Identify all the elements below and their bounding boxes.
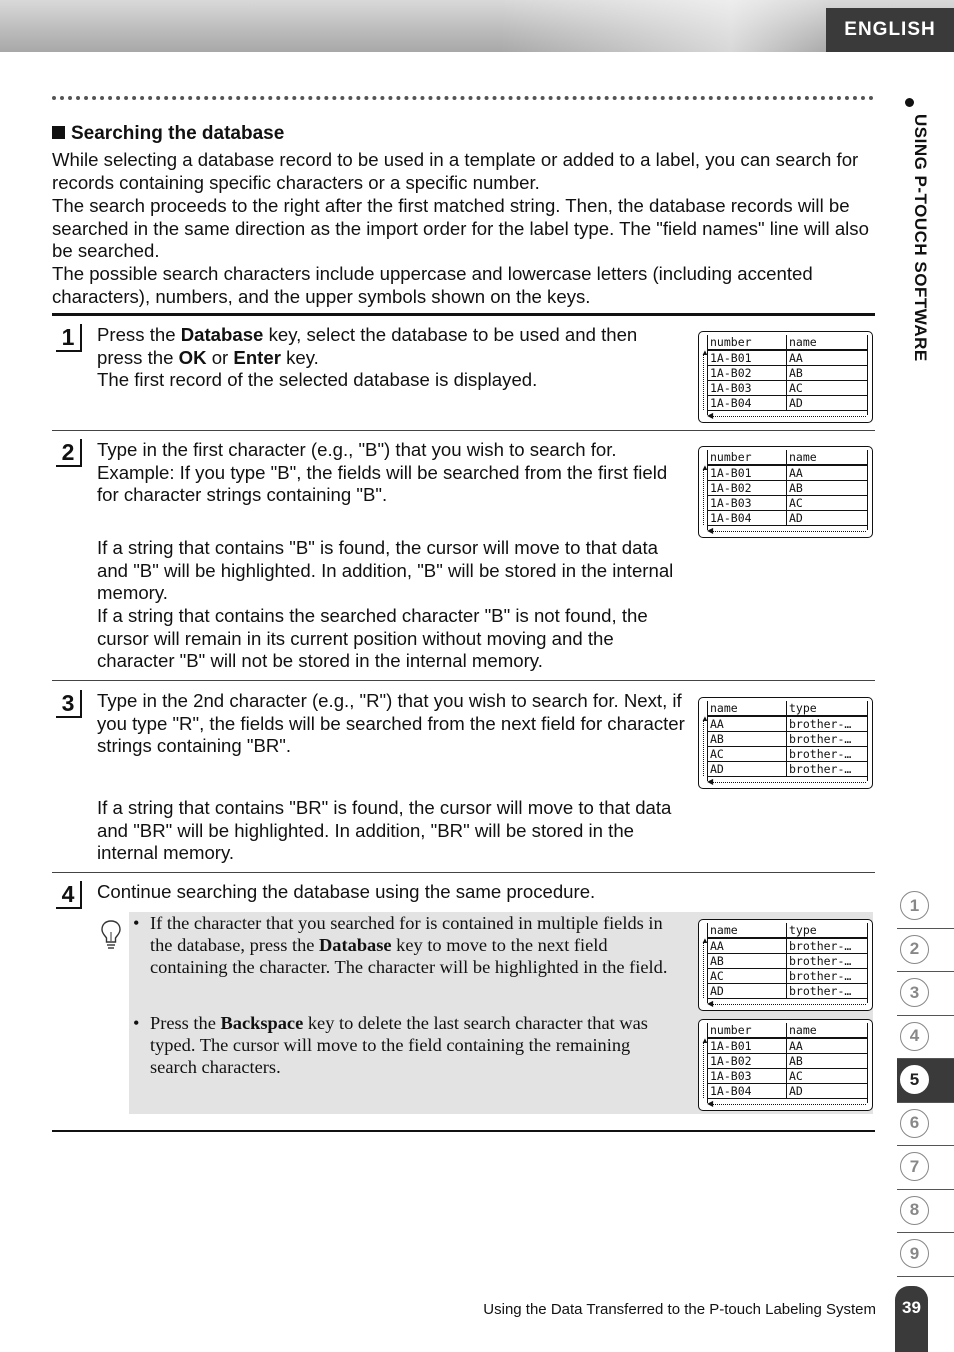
lcd-cell: brother-… (787, 762, 868, 777)
scroll-left-arrow-icon: ◀ (707, 777, 714, 786)
language-tab: ENGLISH (826, 8, 954, 52)
lcd-cell: type (787, 701, 868, 716)
lcd-cell: brother-… (787, 954, 868, 969)
chapter-number-circle: 7 (900, 1152, 929, 1181)
lcd-cell: AC (708, 969, 787, 984)
chapter-number-circle: 9 (900, 1239, 929, 1268)
lcd-cell: name (708, 701, 787, 716)
lcd-scrollbar (703, 720, 704, 776)
lcd-cell: 1A-B01 (708, 465, 787, 481)
lcd-cell: AC (708, 747, 787, 762)
lcd-cell: brother-… (787, 716, 868, 732)
lcd-cell: brother-… (787, 984, 868, 999)
chapter-tabs (897, 885, 954, 1277)
lcd-cell: brother-… (787, 747, 868, 762)
lcd-cell: AA (787, 465, 868, 481)
section-rule-top (52, 313, 875, 316)
step-2-para-3: If a string that contains the searched character "B" is not found, the cursor will remain in its current position without moving and the character "B" will not be stored in the internal memory. (97, 605, 648, 672)
chapter-number-circle: 8 (900, 1196, 929, 1225)
chapter-tab-3[interactable] (897, 972, 954, 1016)
scroll-left-arrow-icon: ◀ (707, 411, 714, 420)
lcd-scrollbar (713, 531, 866, 532)
section-rule-bottom (52, 1130, 875, 1132)
note-item-2: • Press the Backspace key to delete the last search character that was typed. The cursor will move to the field containing the remaining search characters. (133, 1013, 648, 1077)
chapter-number-circle: 4 (900, 1022, 929, 1051)
lcd-cell: number (708, 335, 787, 350)
lcd-cell: 1A-B02 (708, 481, 787, 496)
chapter-number-circle: 3 (900, 978, 929, 1007)
lcd-screen-1 (698, 331, 873, 423)
note-item-1: • If the character that you searched for is contained in multiple fields in the database, press the Database key to move to the next field containing the character. The character will be highlighted in the field. (133, 913, 668, 977)
chapter-number-circle: 5 (900, 1065, 929, 1094)
scroll-left-arrow-icon: ◀ (707, 526, 714, 535)
step-divider (52, 430, 875, 431)
lcd-scrollbar (703, 469, 704, 525)
lcd-cell: 1A-B03 (708, 381, 787, 396)
lcd-cell: AD (787, 511, 868, 526)
lcd-cell: AB (787, 481, 868, 496)
lcd-screen-3 (698, 697, 873, 789)
step-divider (52, 872, 875, 873)
lcd-cell: brother-… (787, 938, 868, 954)
lcd-scrollbar (703, 942, 704, 998)
lcd-cell: AB (787, 1054, 868, 1069)
step-number-2: 2 (56, 439, 82, 467)
step-3-para-2: If a string that contains "BR" is found, the cursor will move to that data and "BR" will be highlighted. In addition, "BR" will be stored in the internal memory. (97, 797, 672, 864)
lcd-cell: AB (708, 954, 787, 969)
chapter-tab-1[interactable] (897, 885, 954, 929)
lcd-cell: AA (787, 1038, 868, 1054)
chapter-tab-4[interactable] (897, 1016, 954, 1060)
step-divider (52, 680, 875, 681)
section-heading: Searching the database (52, 123, 284, 145)
lcd-cell: 1A-B04 (708, 511, 787, 526)
lcd-scrollbar (713, 1004, 866, 1005)
step-1-text: Press the Database key, select the database to be used and then press the OK or Enter key. The first record of the selected database is displayed. (97, 324, 638, 391)
lcd-cell: 1A-B04 (708, 1084, 787, 1099)
chapter-tab-7[interactable] (897, 1146, 954, 1190)
lightbulb-icon (100, 918, 122, 952)
step-number-3: 3 (56, 690, 82, 718)
lcd-cell: number (708, 450, 787, 465)
lcd-scrollbar (713, 416, 866, 417)
scroll-up-arrow-icon: ▲ (701, 463, 709, 472)
lcd-cell: AA (708, 938, 787, 954)
lcd-screen-4 (698, 919, 873, 1011)
lcd-cell: 1A-B02 (708, 1054, 787, 1069)
lcd-cell: 1A-B03 (708, 1069, 787, 1084)
lcd-cell: name (787, 335, 868, 350)
lcd-cell: AC (787, 381, 868, 396)
chapter-tab-9[interactable] (897, 1233, 954, 1277)
lcd-screen-5 (698, 1019, 873, 1111)
step-2-para-2: If a string that contains "B" is found, the cursor will move to that data and "B" will be highlighted. In addition, "B" will be stored in the internal memory. (97, 537, 674, 604)
step-number-4: 4 (56, 881, 82, 909)
lcd-cell: brother-… (787, 732, 868, 747)
lcd-cell: name (787, 1023, 868, 1038)
chapter-tab-5[interactable] (897, 1059, 954, 1103)
scroll-up-arrow-icon: ▲ (701, 936, 709, 945)
lcd-cell: AA (787, 350, 868, 366)
lcd-cell: AC (787, 496, 868, 511)
intro-paragraph-1: While selecting a database record to be used in a template or added to a label, you can search for records containing specific characters or a specific number. (52, 149, 859, 193)
lcd-cell: 1A-B01 (708, 1038, 787, 1054)
lcd-cell: AD (787, 1084, 868, 1099)
lcd-scrollbar (703, 1042, 704, 1098)
lcd-cell: name (787, 450, 868, 465)
scroll-left-arrow-icon: ◀ (707, 1099, 714, 1108)
chapter-tab-6[interactable] (897, 1103, 954, 1147)
lcd-cell: AD (787, 396, 868, 411)
chapter-tab-8[interactable] (897, 1190, 954, 1234)
section-side-title: USING P-TOUCH SOFTWARE (911, 114, 930, 362)
dotted-divider (52, 96, 874, 100)
lcd-scrollbar (713, 782, 866, 783)
page-number: 39 (895, 1286, 928, 1352)
header-bar (0, 0, 954, 52)
lcd-cell: AD (708, 762, 787, 777)
step-number-1: 1 (56, 324, 82, 352)
step-4-para-1: Continue searching the database using the same procedure. (97, 881, 596, 902)
lcd-cell: number (708, 1023, 787, 1038)
lcd-cell: AB (708, 732, 787, 747)
lcd-cell: AC (787, 1069, 868, 1084)
lcd-cell: AA (708, 716, 787, 732)
intro-paragraph-3: The possible search characters include uppercase and lowercase letters (including accented characters), numbers, and the upper symbols shown on the keys. (52, 263, 813, 307)
lcd-cell: type (787, 923, 868, 938)
chapter-number-circle: 2 (900, 935, 929, 964)
lcd-scrollbar (713, 1104, 866, 1105)
bullet-dot-icon (905, 98, 914, 107)
lcd-cell: 1A-B01 (708, 350, 787, 366)
intro-paragraph-2: The search proceeds to the right after the first matched string. Then, the database records will be searched in the same direction as the import order for the label type. The "field names" line will also be searched. (52, 195, 869, 262)
header-shine (500, 0, 830, 52)
lcd-cell: AD (708, 984, 787, 999)
square-bullet-icon (52, 126, 65, 139)
lcd-cell: 1A-B02 (708, 366, 787, 381)
scroll-up-arrow-icon: ▲ (701, 1036, 709, 1045)
scroll-up-arrow-icon: ▲ (701, 348, 709, 357)
step-2-para-1: Type in the first character (e.g., "B") that you wish to search for. Example: If you type "B", the fields will be searched from the first field for character strings containing "B". (97, 439, 668, 506)
lcd-screen-2 (698, 446, 873, 538)
scroll-up-arrow-icon: ▲ (701, 714, 709, 723)
lcd-cell: 1A-B03 (708, 496, 787, 511)
lcd-cell: 1A-B04 (708, 396, 787, 411)
chapter-number-circle: 1 (900, 891, 929, 920)
footer-title: Using the Data Transferred to the P-touch Labeling System (483, 1301, 876, 1318)
step-3-para-1: Type in the 2nd character (e.g., "R") that you wish to search for. Next, if you type "R", the fields will be searched from the next field for character strings containing "BR". (97, 690, 685, 757)
lcd-scrollbar (703, 354, 704, 410)
lcd-cell: brother-… (787, 969, 868, 984)
scroll-left-arrow-icon: ◀ (707, 999, 714, 1008)
chapter-number-circle: 6 (900, 1109, 929, 1138)
lcd-cell: name (708, 923, 787, 938)
chapter-tab-2[interactable] (897, 929, 954, 973)
lcd-cell: AB (787, 366, 868, 381)
